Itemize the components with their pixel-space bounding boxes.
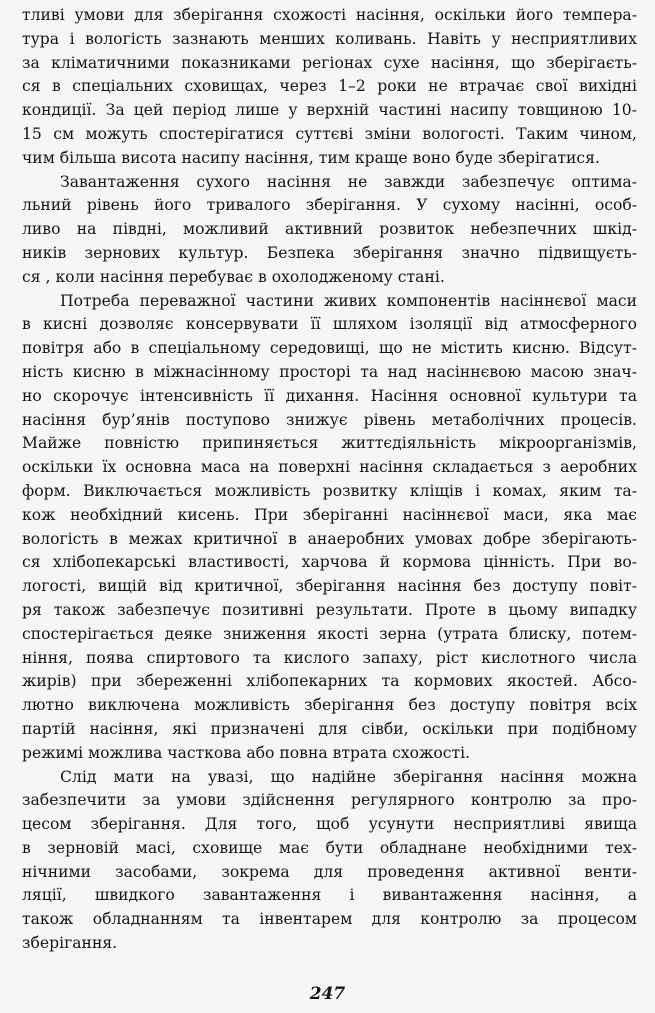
text-line: нічними засобами, зокрема для проведення активної венти- [22,862,637,881]
text-line: в зерновій масі, сховище має бути обладнане необхідними тех- [22,838,637,857]
text-line: ся в спеціальних сховищах, через 1–2 роки не втрачає свої вихідні [22,77,637,96]
text-line: в кисні дозволяє консервувати її шляхом ізоляції від атмосферного [22,315,637,334]
paragraph [22,171,637,290]
text-line: ливо на півдні, можливий активний розвиток небезпечних шкід- [22,220,637,239]
text-line: зберігання. [22,934,118,953]
text-line: лютно виключена можливість зберігання без доступу повітря всіх [22,696,637,715]
paragraph [22,4,637,171]
text-line: ніння, поява спиртового та кислого запаху, ріст кислотного числа [22,648,637,667]
text-line: Потреба переважної частини живих компонентів насіннєвої маси [60,291,637,310]
text-line: за кліматичними показниками регіонах сухе насіння, що зберігаєть- [22,53,637,72]
text-line: оскільки їх основна маса на поверхні насіння складається з аеробних [22,458,637,477]
text-line: ність кисню в міжнасінному просторі та над насіннєвою масою знач- [22,362,637,381]
text-line: логості, вищій від критичної, зберігання насіння без доступу повіт- [22,577,637,596]
text-line: повітря або в спеціальному середовищі, що не містить кисню. Відсут- [22,339,637,358]
text-line: ся , коли насіння перебуває в охолодженому стані. [22,267,445,286]
text-line: тура і вологість зазнають менших коливань. Навіть у несприятливих [22,29,637,48]
text-line: партій насіння, які призначені для сівби, оскільки при подібному [22,719,637,738]
text-line: насіння бур’янів поступово знижує рівень метаболічних процесів. [22,410,637,429]
text-line: ся хлібопекарські властивості, харчова й кормова цінність. При во- [22,553,637,572]
text-line: режимі можлива часткова або повна втрата схожості. [22,743,471,762]
text-line: ря також забезпечує позитивні результати. Проте в цьому випадку [22,600,637,619]
page-body [22,4,637,956]
text-line: 15 см можуть спостерігатися суттєві зміни вологості. Таким чином, [22,124,637,143]
paragraph [22,766,637,956]
text-line: но скорочує інтенсивність її дихання. Насіння основної культури та [22,386,637,405]
text-line: забезпечити за умови здійснення регулярного контролю за про- [22,791,637,810]
text-line: спостерігається деяке зниження якості зерна (утрата блиску, потем- [22,624,637,643]
text-line: кондиції. За цей період лише у верхній частині насипу товщиною 10- [22,101,637,120]
text-line: жирів) при збереженні хлібопекарних та кормових якостей. Абсо- [22,672,637,691]
text-line: льний рівень його тривалого зберігання. У сухому насінні, особ- [22,196,637,215]
text-line: тливі умови для зберігання схожості насіння, оскільки його темпера- [22,6,637,24]
page-number: 247 [309,984,346,1004]
text-line: Завантаження сухого насіння не завжди забезпечує оптима- [60,172,637,191]
text-line: Слід мати на увазі, що надійне зберігання насіння можна [60,767,637,786]
text-line: форм. Виключається можливість розвитку кліщів і комах, яким та- [22,481,637,500]
paragraph [22,290,637,766]
text-line: цесом зберігання. Для того, щоб усунути несприятливі явища [22,815,637,834]
text-line: ляції, швидкого завантаження і вивантаження насіння, а [22,886,637,905]
text-line: чим більша висота насипу насіння, тим краще воно буде зберігатися. [22,148,600,167]
text-line: Майже повністю припиняється життєдіяльність мікроорганізмів, [22,434,637,453]
text-line: також обладнанням та інвентарем для контролю за процесом [22,910,637,929]
text-line: ників зернових культур. Безпека зберігання значно підвищуєть- [22,243,637,262]
text-line: кож необхідний кисень. При зберіганні насіннєвої маси, яка має [22,505,637,524]
text-line: вологість в межах критичної в анаеробних умовах добре зберігають- [22,529,637,548]
